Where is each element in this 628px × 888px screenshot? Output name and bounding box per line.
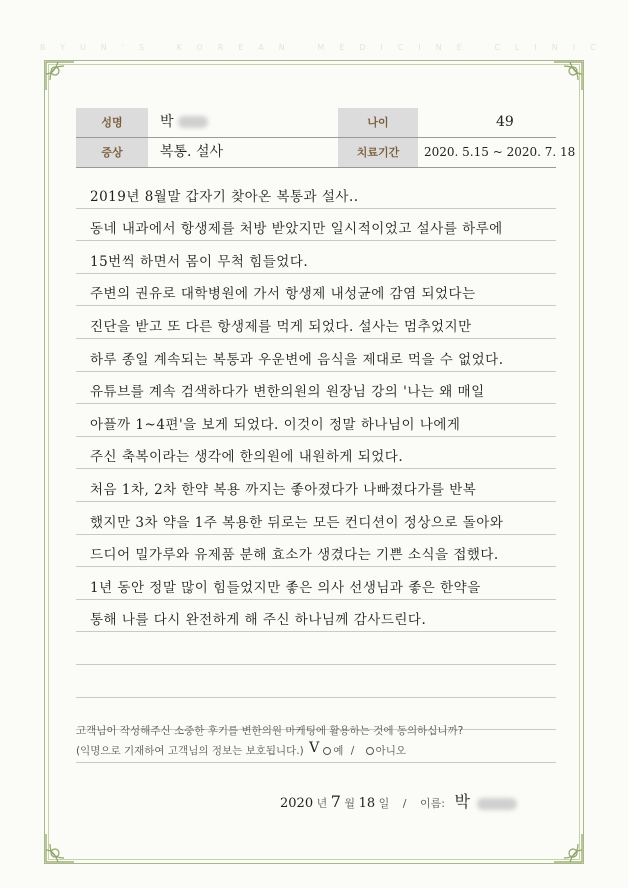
corner-ornament-top-left-icon — [44, 60, 78, 94]
name-value: 박 — [160, 108, 208, 137]
symptom-label: 증상 — [76, 138, 148, 167]
body-line-text: 2019년 8월말 갑자기 찾아온 복통과 설사.. — [90, 188, 359, 205]
review-body — [76, 176, 556, 763]
consent-section — [76, 722, 556, 761]
consent-options — [76, 741, 556, 761]
consent-yes-label: 예 — [333, 745, 344, 757]
info-row-name-age — [76, 108, 556, 138]
clinic-header-text: BYUN'S KOREAN MEDICINE CLINIC — [40, 43, 611, 52]
body-line — [76, 632, 556, 665]
corner-ornament-bottom-left-icon — [44, 830, 78, 864]
body-line — [76, 339, 556, 372]
consent-separator: / — [350, 745, 355, 757]
body-line — [76, 567, 556, 600]
body-line-text: 진단을 받고 또 다른 항생제를 먹게 되었다. 설사는 멈추었지만 — [90, 318, 472, 335]
body-line — [76, 535, 556, 568]
consent-no-radio[interactable] — [366, 747, 374, 755]
info-row-symptom-period — [76, 138, 576, 168]
footer-name-label: 이름: — [419, 797, 445, 810]
body-line — [76, 241, 556, 274]
body-line-text: 동네 내과에서 항생제를 처방 받았지만 일시적이었고 설사를 하루에 — [90, 221, 503, 238]
body-line — [76, 404, 556, 437]
body-line-text: 주변의 권유로 대학병원에 가서 항생제 내성균에 감염 되었다는 — [90, 286, 476, 303]
body-line — [76, 469, 556, 502]
month-value: 7 — [330, 792, 341, 811]
age-value: 49 — [496, 114, 514, 130]
body-line-text: 처음 1차, 2차 한약 복용 까지는 좋아졌다가 나빠졌다가를 반복 — [90, 481, 477, 498]
consent-yes-radio[interactable] — [323, 747, 331, 755]
redacted-name-blur — [178, 116, 208, 128]
consent-check-mark: V — [309, 740, 320, 756]
body-line — [76, 600, 556, 633]
body-line-text: 1년 동안 정말 많이 힘들었지만 좋은 의사 선생님과 좋은 한약을 — [90, 579, 481, 596]
body-line-text: 하루 종일 계속되는 복통과 우운변에 음식을 제대로 먹을 수 없었다. — [90, 351, 504, 368]
year-label: 년 — [316, 797, 328, 810]
name-label: 성명 — [76, 108, 148, 137]
month-label: 월 — [344, 797, 356, 810]
footer-name-value: 박 — [454, 792, 470, 811]
body-line — [76, 372, 556, 405]
body-line — [76, 176, 556, 209]
day-value: 18 — [358, 796, 376, 811]
body-line-text: 드디어 밀가루와 유제품 분해 효소가 생겼다는 기쁜 소식을 접했다. — [90, 547, 499, 564]
body-line-text: 아플까 1~4편'을 보게 되었다. 이것이 정말 하나님이 나에게 — [90, 416, 461, 433]
body-line — [76, 209, 556, 242]
day-label: 일 — [378, 797, 390, 810]
redacted-signature-blur — [477, 798, 517, 810]
body-line — [76, 274, 556, 307]
body-line — [76, 502, 556, 535]
signature-line — [280, 789, 580, 812]
period-label: 치료기간 — [338, 138, 418, 167]
age-label: 나이 — [338, 108, 418, 137]
body-line-text: 주신 축복이라는 생각에 한의원에 내원하게 되었다. — [90, 449, 404, 466]
corner-ornament-bottom-right-icon — [550, 830, 584, 864]
body-line-text: 15번씩 하면서 몸이 무척 힘들었다. — [90, 253, 309, 270]
year-value: 2020 — [280, 796, 314, 811]
footer-separator: / — [402, 797, 407, 810]
body-line — [76, 665, 556, 698]
consent-question: 고객님이 작성해주신 소중한 후기를 변한의원 마케팅에 활용하는 것에 동의하십니까? — [76, 725, 464, 737]
body-line — [76, 306, 556, 339]
body-line-text: 했지만 3차 약을 1주 복용한 뒤로는 모든 컨디션이 정상으로 돌아와 — [90, 514, 504, 531]
period-value: 2020. 5.15 ~ 2020. 7. 18 — [424, 145, 576, 159]
body-line — [76, 437, 556, 470]
consent-no-label: 아니오 — [375, 745, 407, 757]
body-line-text: 유튜브를 계속 검색하다가 변한의원의 원장님 강의 '나는 왜 매일 — [90, 384, 485, 401]
symptom-value: 복통. 설사 — [160, 144, 223, 160]
body-line-text: 통해 나를 다시 완전하게 해 주신 하나님께 감사드린다. — [90, 612, 427, 629]
corner-ornament-top-right-icon — [550, 60, 584, 94]
consent-note: (익명으로 기재하여 고객님의 정보는 보호됩니다.) — [76, 745, 304, 757]
